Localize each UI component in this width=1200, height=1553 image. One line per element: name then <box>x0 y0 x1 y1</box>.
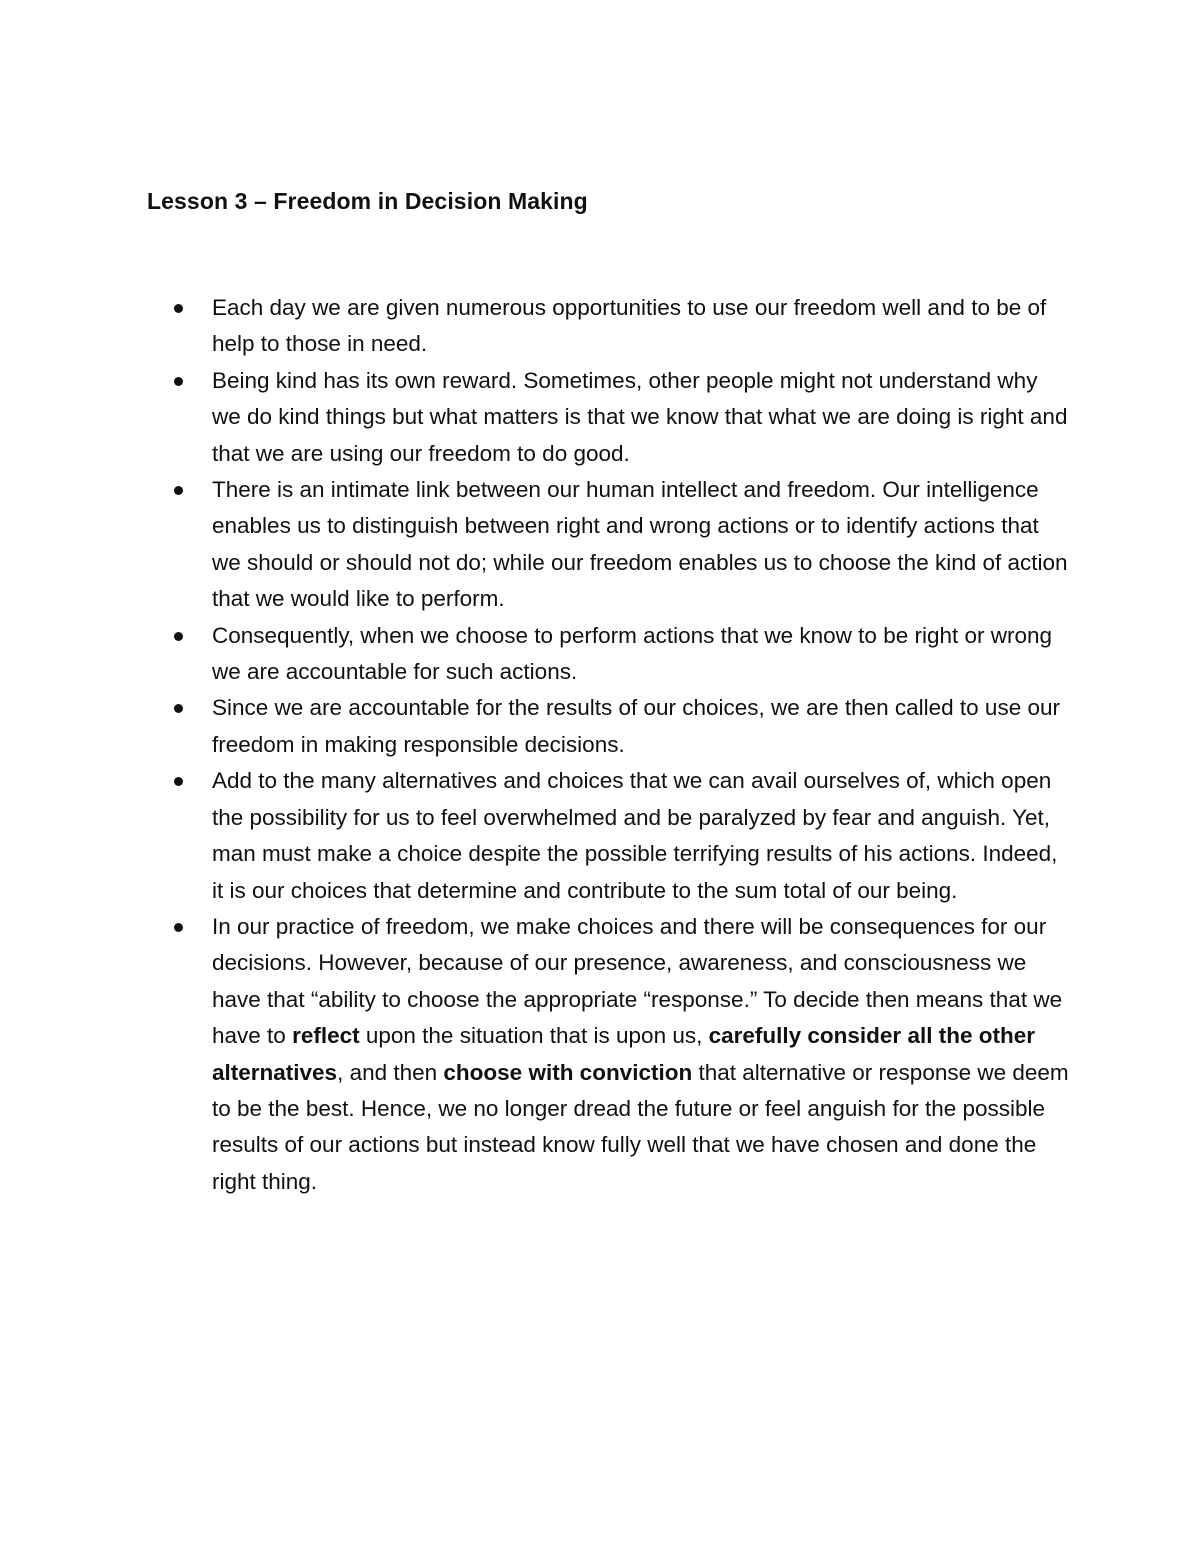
list-item-text: There is an intimate link between our human intellect and freedom. Our intelligence enables us to distinguish between right and wrong actions or to identify actions that we should or should not do; while our freedom enables us to choose the kind of action that we would like to perform. <box>212 477 1068 612</box>
bullet-icon <box>174 377 183 386</box>
bullet-icon <box>174 777 183 786</box>
list-item-text-part: , and then <box>337 1059 444 1085</box>
lesson-title: Lesson 3 – Freedom in Decision Making <box>147 188 588 214</box>
bullet-icon <box>174 704 183 713</box>
list-item-text-part: In our practice of freedom, we make choices and there will be consequences for our decisions. However, because of our presence, awareness, and consciousness we have that “ability to choose the appropriate “response.” To decide then means that we have to <box>212 913 1063 1049</box>
bullet-icon <box>174 304 183 313</box>
list-item-text-part: that alternative or response we deem to be the best. Hence, we no longer dread the future or feel anguish for the possible results of our actions but instead know fully well that we have chosen and done the right thing. <box>212 1059 1069 1194</box>
list-item-text: Since we are accountable for the results of our choices, we are then called to use our freedom in making responsible decisions. <box>212 695 1060 757</box>
list-item-text: Add to the many alternatives and choices that we can avail ourselves of, which open the possibility for us to feel overwhelmed and be paralyzed by fear and anguish. Yet, man must make a choice despite the possible terrifying results of his actions. Indeed, it is our choices that determine and contribute to the sum total of our being. <box>212 768 1058 903</box>
list-item <box>0 363 1072 472</box>
list-item <box>0 763 1072 909</box>
emphasis-consider-alternatives: carefully consider all the other alternatives <box>212 1023 1035 1085</box>
list-item-text: Consequently, when we choose to perform actions that we know to be right or wrong we are accountable for such actions. <box>212 622 1053 685</box>
list-item-text-part: upon the situation that is upon us, <box>359 1023 709 1049</box>
list-item <box>0 618 1072 691</box>
list-item <box>0 290 1072 363</box>
bullet-icon <box>174 632 183 641</box>
list-item-text: Each day we are given numerous opportunities to use our freedom well and to be of help to those in need. <box>212 295 1047 357</box>
list-item-text: Being kind has its own reward. Sometimes, other people might not understand why we do kind things but what matters is that we know that what we are doing is right and that we are using our freedom to do good. <box>212 367 1068 466</box>
bullet-icon <box>174 486 183 495</box>
list-item <box>0 472 1072 618</box>
list-item <box>0 909 1072 1200</box>
bullet-icon <box>174 923 183 932</box>
emphasis-reflect: reflect <box>292 1023 360 1049</box>
list-item <box>0 690 1072 763</box>
emphasis-choose-with-conviction: choose with conviction <box>443 1059 693 1085</box>
bullet-list <box>0 290 1200 1200</box>
